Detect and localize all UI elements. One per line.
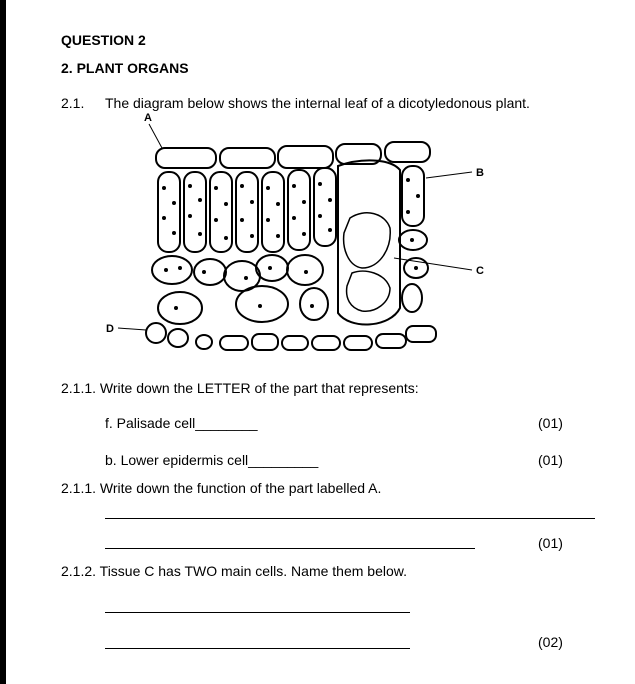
- label-c: C: [476, 265, 484, 277]
- item-b-marks: (01): [538, 452, 563, 468]
- answer-line-a-2[interactable]: [105, 548, 475, 549]
- label-b: B: [476, 167, 484, 179]
- q2-1-1b-marks: (01): [538, 535, 563, 551]
- item-f-marks: (01): [538, 415, 563, 431]
- page-left-border: [0, 0, 6, 684]
- q2-1-1-text: 2.1.1. Write down the LETTER of the part that represents:: [61, 380, 419, 396]
- label-d: D: [106, 323, 114, 335]
- question-heading: QUESTION 2: [61, 32, 146, 48]
- item-b-blank: _________: [248, 452, 319, 468]
- item-f-blank: ________: [195, 415, 258, 431]
- answer-line-a-1[interactable]: [105, 518, 595, 519]
- q2-1-1b-text: 2.1.1. Write down the function of the part labelled A.: [61, 480, 382, 496]
- q2-1-text: The diagram below shows the internal leaf of a dicotyledonous plant.: [105, 95, 530, 111]
- item-f-label: f. Palisade cell________: [105, 415, 258, 431]
- label-a: A: [144, 112, 152, 124]
- answer-line-c-1[interactable]: [105, 612, 410, 613]
- q2-1-2-text: 2.1.2. Tissue C has TWO main cells. Name them below.: [61, 563, 407, 579]
- answer-line-c-2[interactable]: [105, 648, 410, 649]
- item-b-label: b. Lower epidermis cell_________: [105, 452, 319, 468]
- q2-1-number: 2.1.: [61, 95, 85, 111]
- q2-1-2-marks: (02): [538, 634, 563, 650]
- section-heading: 2. PLANT ORGANS: [61, 60, 189, 76]
- leaf-cross-section-diagram: [100, 108, 500, 358]
